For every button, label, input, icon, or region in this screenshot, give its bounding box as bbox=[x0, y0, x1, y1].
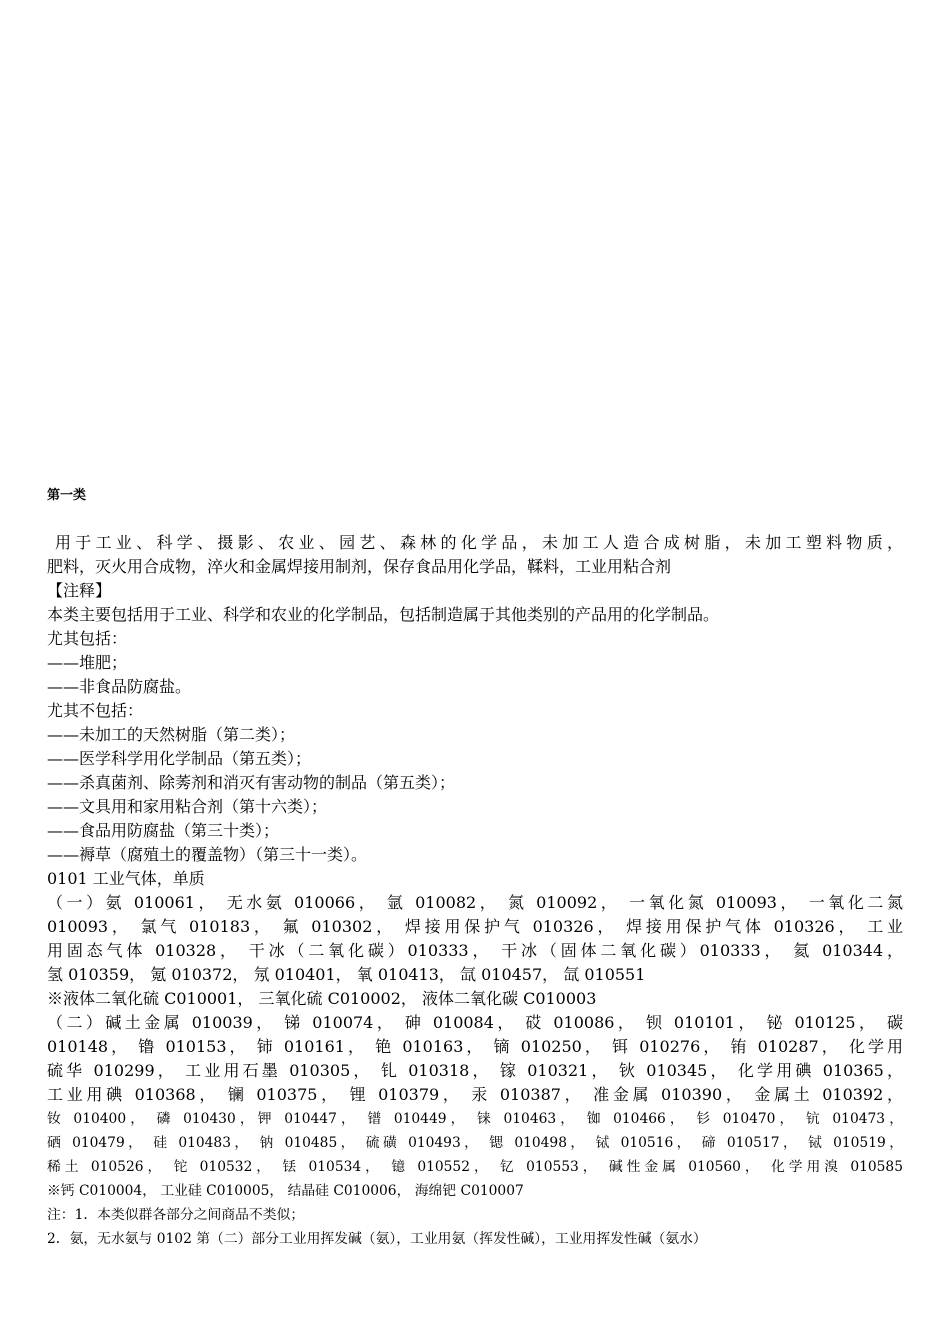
text-line: 本类主要包括用于工业、科学和农业的化学制品，包括制造属于其他类别的产品用的化学制品。 bbox=[47, 605, 720, 624]
text-line: 肥料，灭火用合成物，淬火和金属焊接用制剂，保存食品用化学品，鞣料，工业用粘合剂 bbox=[47, 557, 672, 576]
text-line: 0101 工业气体，单质 bbox=[47, 869, 205, 888]
text-line: ——非食品防腐盐。 bbox=[47, 677, 192, 696]
text-line: （二）碱土金属 010039， 锑 010074， 砷 010084， 砹 010086， 钡 010101， 铋 010125， 碳 bbox=[47, 1013, 903, 1032]
text-line: ——食品用防腐盐（第三十类）； bbox=[47, 821, 280, 840]
text-line: （一）氨 010061， 无水氨 010066， 氩 010082， 氮 010092， 一氧化氮 010093， 一氧化二氮 bbox=[47, 893, 903, 912]
text-line: 用固态气体 010328， 干冰（二氧化碳）010333， 干冰（固体二氧化碳）010333， 氦 010344， bbox=[47, 941, 903, 960]
text-line: ——堆肥； bbox=[47, 653, 128, 672]
text-line: 稀土 010526， 铊 010532， 铥 010534， 镱 010552， 钇 010553， 碱性金属 010560， 化学用溴 010585 bbox=[47, 1159, 903, 1175]
text-line: 注：1．本类似群各部分之间商品不类似； bbox=[47, 1207, 305, 1223]
text-line: 【注释】 bbox=[47, 581, 112, 600]
text-line: ——医学科学用化学制品（第五类）； bbox=[47, 749, 312, 768]
text-line: 010093， 氯气 010183， 氟 010302， 焊接用保护气 010326， 焊接用保护气体 010326， 工业 bbox=[47, 917, 903, 936]
text-line: ※液体二氧化硫 C010001， 三氧化硫 C010002， 液体二氧化碳 C010003 bbox=[47, 989, 597, 1008]
text-line: 用于工业、科学、摄影、农业、园艺、森林的化学品，未加工人造合成树脂，未加工塑料物质， bbox=[55, 533, 903, 552]
document-page bbox=[47, 0, 903, 1344]
class-heading: 第一类 bbox=[47, 488, 87, 503]
text-line: ——杀真菌剂、除莠剂和消灭有害动物的制品（第五类）； bbox=[47, 773, 456, 792]
text-line: 硒 010479， 硅 010483， 钠 010485， 硫磺 010493， 锶 010498， 铽 010516， 碲 010517， 铽 010519， bbox=[47, 1135, 903, 1151]
text-line: 硫华 010299， 工业用石墨 010305， 钆 010318， 镓 010321， 钬 010345， 化学用碘 010365， bbox=[47, 1061, 903, 1080]
text-line: 尤其不包括： bbox=[47, 701, 144, 720]
text-line: ※钙 C010004， 工业硅 C010005， 结晶硅 C010006， 海绵钯 C010007 bbox=[47, 1183, 524, 1199]
text-line: 尤其包括： bbox=[47, 629, 128, 648]
text-line: 钕 010400， 磷 010430，钾 010447， 镨 010449， 铼 010463， 铷 010466， 钐 010470， 钪 010473， bbox=[47, 1111, 903, 1127]
document-body bbox=[47, 531, 903, 1251]
text-line: ——文具用和家用粘合剂（第十六类）； bbox=[47, 797, 328, 816]
text-line: 010148， 镥 010153， 铈 010161， 铯 010163， 镝 010250， 铒 010276， 铕 010287， 化学用 bbox=[47, 1037, 903, 1056]
text-line: ——未加工的天然树脂（第二类）； bbox=[47, 725, 296, 744]
text-line: 工业用碘 010368， 镧 010375， 锂 010379， 汞 010387， 准金属 010390， 金属土 010392， bbox=[47, 1085, 903, 1104]
text-line: ——褥草（腐殖土的覆盖物）（第三十一类）。 bbox=[47, 845, 368, 864]
text-line: 2．氨，无水氨与 0102 第（二）部分工业用挥发碱（氨），工业用氨（挥发性碱），工业用挥发性碱（氨水） bbox=[47, 1231, 707, 1247]
text-line: 氢 010359， 氪 010372， 氖 010401， 氧 010413， 氙 010457， 氙 010551 bbox=[47, 965, 646, 984]
